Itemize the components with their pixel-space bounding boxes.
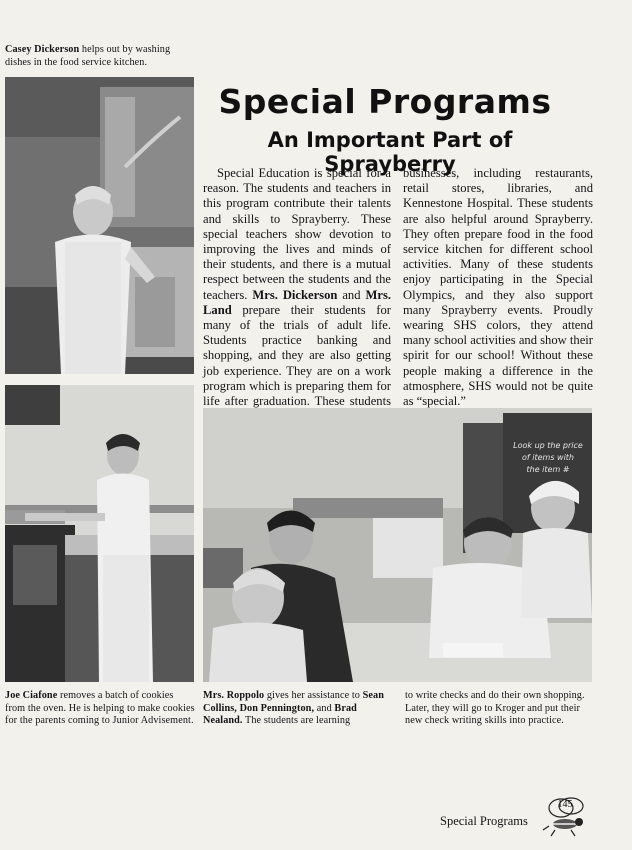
photo-classroom bbox=[203, 408, 592, 682]
caption-name: Brad Nealand. bbox=[203, 702, 357, 727]
caption-text: helps out by washing dishes in the food service kitchen. bbox=[5, 44, 171, 68]
caption-name: Sean Collins, Don Pennington, bbox=[203, 690, 384, 714]
caption-classroom-b: to write checks and do their own shopping. Later, they will go to Kroger and put their new check writing skills into practice. bbox=[405, 690, 585, 727]
article-text: businesses, including restaurants, retail stores, libraries, and Kennestone Hospital. These students are also helpful around Sprayberry. They often prepare food in the food service kitchen for different school activities. Many of these students enjoy participating in the Special Olympics, and they also support many Sprayberry events. Proudly wearing SHS colors, they attend many school activities and show their spirit for our school! Without these people making a difference in the atmosphere, SHS would not be quite as “special.” bbox=[403, 166, 593, 409]
svg-text:the item #: the item # bbox=[526, 465, 570, 474]
article-text: prepare their students for many of the trials of adult life. Students practice banking and shopping, and they are also getting job experience. They are on a work program which is preparing them for life after graduation. These students bbox=[203, 302, 391, 409]
page-subtitle: An Important Part of Sprayberry bbox=[267, 128, 513, 176]
caption-classroom-a bbox=[203, 690, 393, 728]
article-text: Special Education is special for a reason. The students and teachers in this program contribute their talents and skills to Sprayberry. These special teachers show devotion to improving the lives and minds of their students, and there is a mutual respect between the students and the teachers. bbox=[203, 166, 391, 302]
photo-dishwashing bbox=[5, 77, 194, 374]
caption-name: Joe Ciafone bbox=[5, 690, 58, 701]
teacher-name: Mrs. Dickerson bbox=[252, 287, 338, 302]
caption-name: Casey Dickerson bbox=[5, 44, 80, 55]
blackboard-text: Look up the price bbox=[513, 441, 583, 450]
page-number: 145 bbox=[557, 799, 573, 810]
article-text: and bbox=[337, 287, 366, 302]
footer-section-label: Special Programs bbox=[440, 814, 528, 828]
caption-oven bbox=[5, 690, 195, 728]
page-title: Special Programs bbox=[218, 82, 552, 121]
caption-text: gives her assistance to bbox=[264, 690, 363, 701]
caption-text: The students are learning bbox=[242, 715, 351, 727]
article-column-2 bbox=[403, 166, 593, 409]
caption-text: removes a batch of cookies from the oven. He is helping to make cookies for the parents coming to Junior Advisement. bbox=[5, 690, 195, 727]
article-column-1 bbox=[203, 166, 391, 424]
teacher-name: Mrs. Land bbox=[203, 287, 391, 317]
caption-dishwashing bbox=[5, 44, 195, 69]
photo-oven bbox=[5, 385, 194, 682]
caption-name: Mrs. Roppolo bbox=[203, 690, 265, 701]
svg-text:of items with: of items with bbox=[521, 453, 575, 462]
caption-text: and bbox=[314, 702, 335, 714]
